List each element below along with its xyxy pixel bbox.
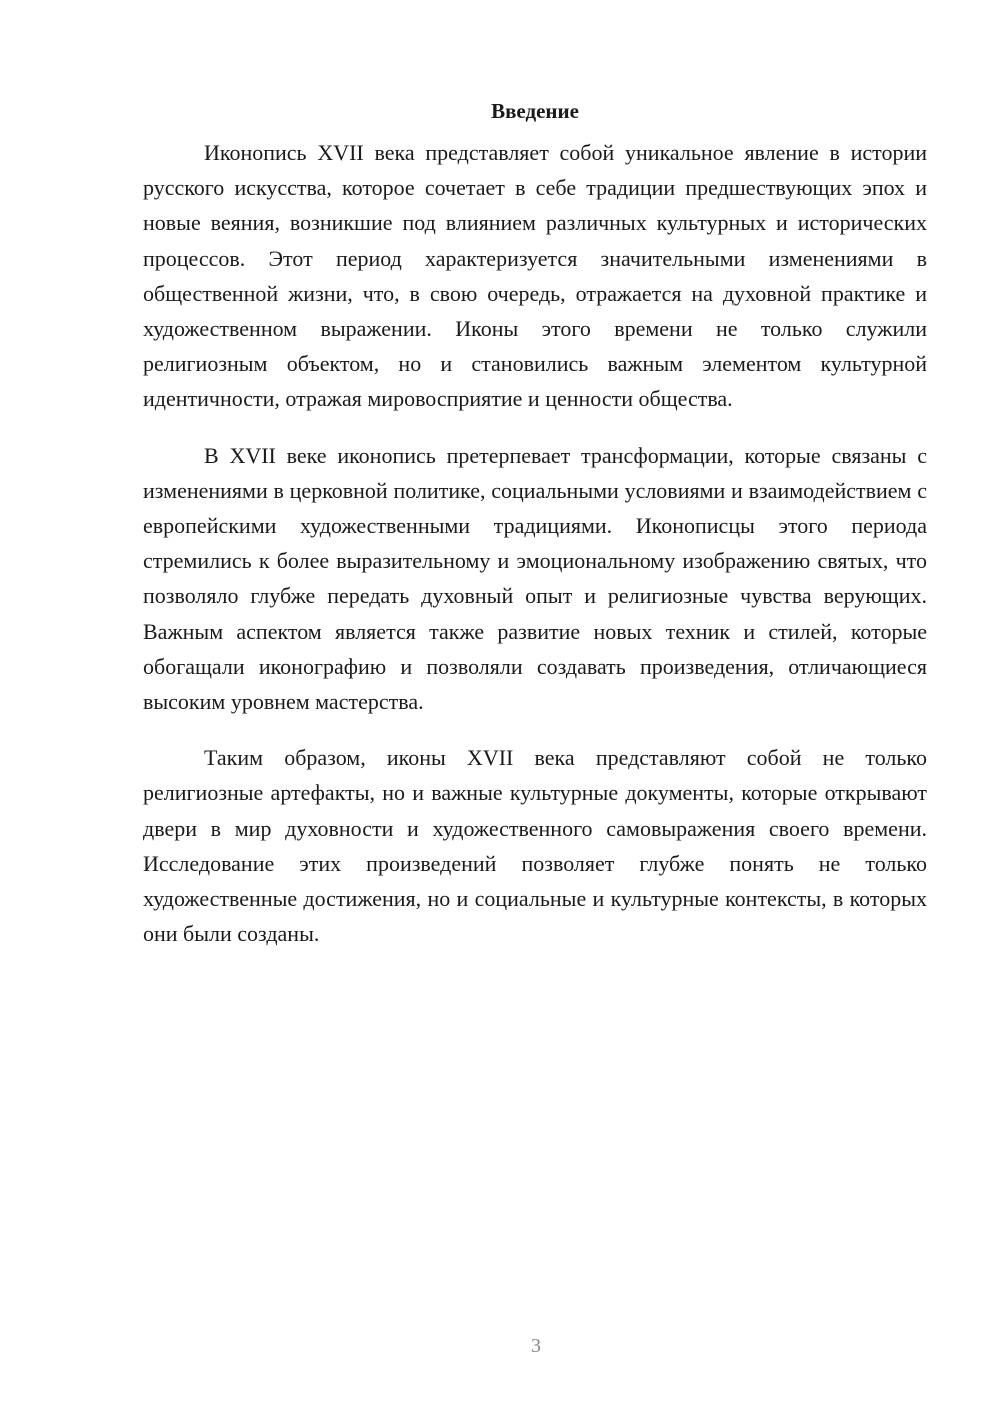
- paragraph-3: Таким образом, иконы XVII века представляют собой не только религиозные артефакты, но и важные культурные документы, которые открывают двери в мир духовности и художественного самовыражения своего времени. Исследование этих произведений позволяет глубже понять не только художественные достижения, но и социальные и культурные контексты, в которых они были созданы.: [143, 745, 927, 947]
- page-content: [143, 96, 927, 951]
- paragraph-1: Иконопись XVII века представляет собой уникальное явление в истории русского искусства, которое сочетает в себе традиции предшествующих эпох и новые веяния, возникшие под влиянием различных культурных и исторических процессов. Этот период характеризуется значительными изменениями в общественной жизни, что, в свою очередь, отражается на духовной практике и художественном выражении. Иконы этого времени не только служили религиозным объектом, но и становились важным элементом культурной идентичности, отражая мировосприятие и ценности общества.: [143, 140, 927, 412]
- page-number: 3: [531, 1335, 541, 1357]
- section-title: Введение: [491, 99, 579, 123]
- paragraph-2: В XVII веке иконопись претерпевает трансформации, которые связаны с изменениями в церковной политике, социальными условиями и взаимодействием с европейскими художественными традициями. Иконописцы этого периода стремились к более выразительному и эмоциональному изображению святых, что позволяло глубже передать духовный опыт и религиозные чувства верующих. Важным аспектом является также развитие новых техник и стилей, которые обогащали иконографию и позволяли создавать произведения, отличающиеся высоким уровнем мастерства.: [143, 442, 927, 715]
